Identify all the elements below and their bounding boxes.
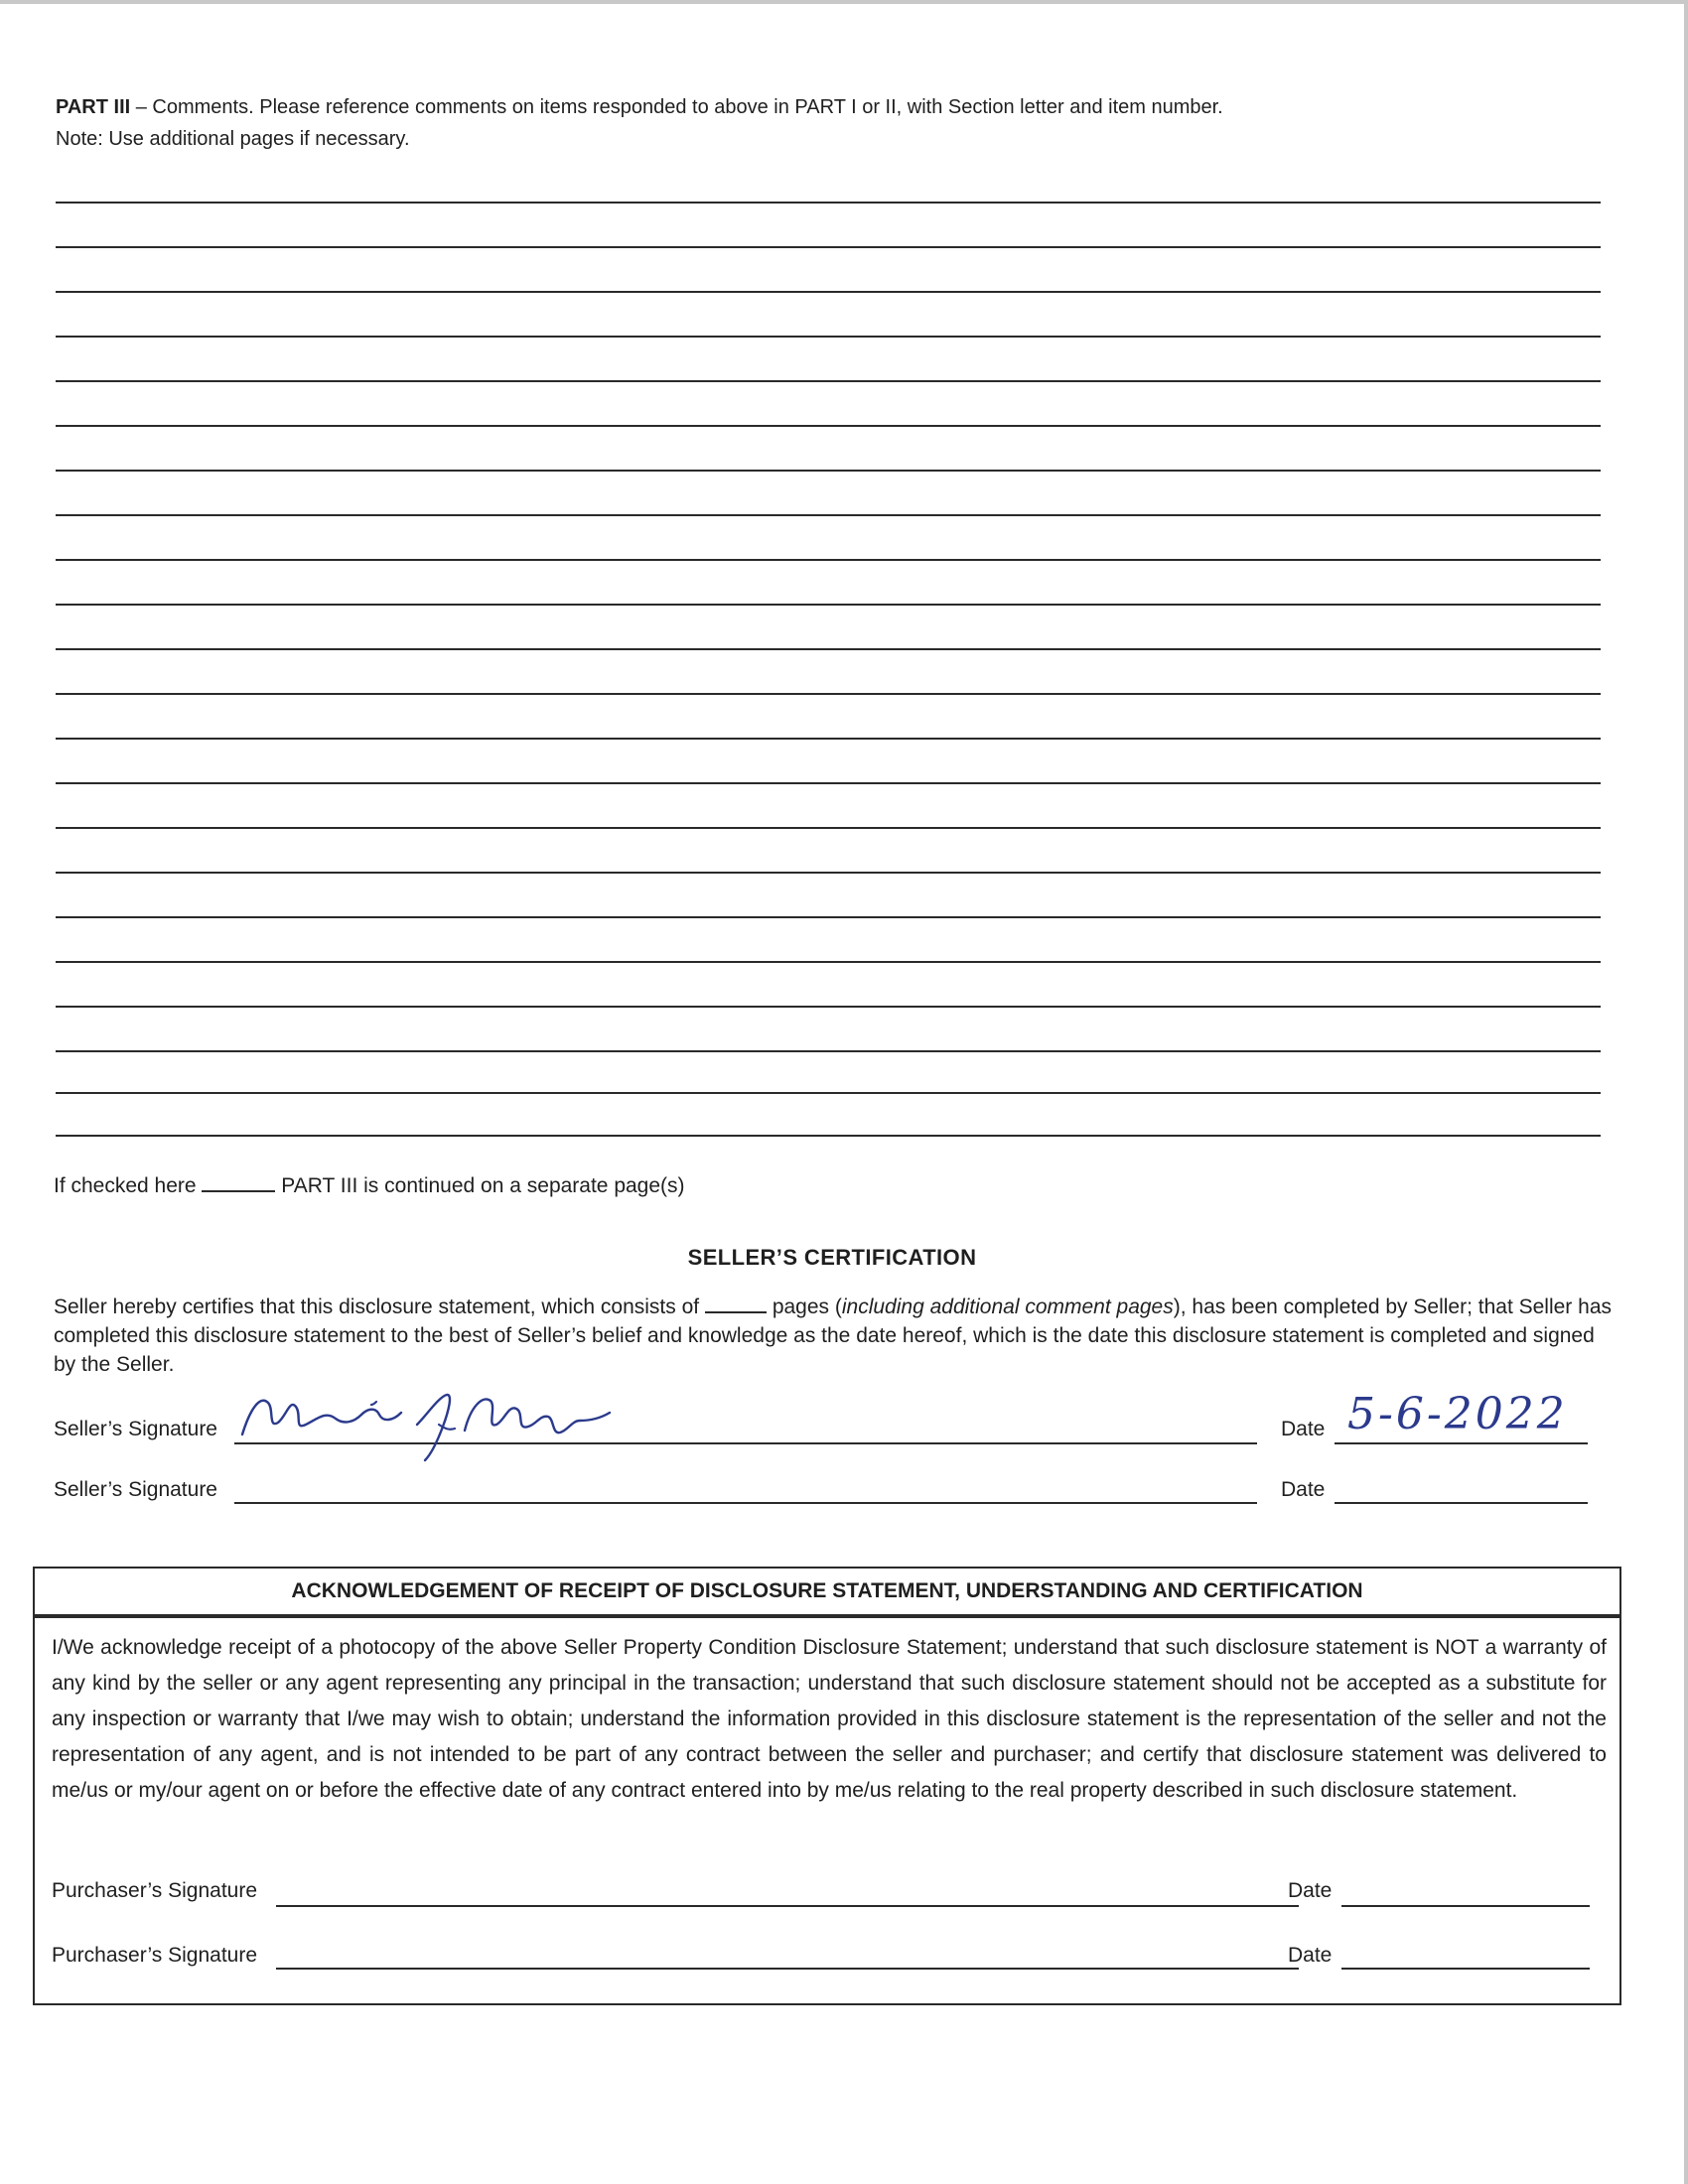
comment-line[interactable] — [56, 470, 1601, 472]
purchaser-signature-label-2: Purchaser’s Signature — [52, 1944, 258, 1967]
continued-prefix: If checked here — [54, 1174, 197, 1197]
cert-text-c: ), has been completed by Seller; that Seller has completed this disclosure statement to the best of Seller’s belief and knowledge as the date hereof, which is the date this disclosure statement is completed and signed by the Seller. — [54, 1296, 1612, 1376]
comment-line[interactable] — [56, 1135, 1601, 1137]
seller-date-line-1[interactable] — [1335, 1442, 1588, 1444]
scan-edge-right — [1684, 0, 1688, 2184]
part3-note: Note: Use additional pages if necessary. — [56, 128, 410, 150]
comment-line[interactable] — [56, 425, 1601, 427]
part3-label: PART III — [56, 96, 131, 118]
seller-certification-text — [54, 1293, 1615, 1379]
acknowledgement-title: ACKNOWLEDGEMENT OF RECEIPT OF DISCLOSURE STATEMENT, UNDERSTANDING AND CERTIFICATION — [35, 1569, 1619, 1618]
comment-line[interactable] — [56, 648, 1601, 650]
signed-date: 5-6-2022 — [1347, 1389, 1568, 1439]
continued-checkbox-row — [54, 1174, 685, 1198]
comment-line[interactable] — [56, 514, 1601, 516]
comment-line[interactable] — [56, 872, 1601, 874]
comment-line[interactable] — [56, 1092, 1601, 1094]
seller-signature-label-2: Seller’s Signature — [54, 1478, 217, 1501]
cert-text-italic: including additional comment pages — [841, 1296, 1174, 1318]
purchaser-signature-line-2[interactable] — [276, 1968, 1299, 1970]
part3-heading — [56, 91, 1605, 123]
comment-line[interactable] — [56, 246, 1601, 248]
purchaser-date-line-1[interactable] — [1341, 1905, 1590, 1907]
part3-header — [56, 91, 1605, 155]
acknowledgement-text: I/We acknowledge receipt of a photocopy of the above Seller Property Condition Disclosure Statement; understand that such disclosure statement is NOT a warranty of any kind by the seller or any agent representing any principal in the transaction; understand that such disclosure statement should not be accepted as a substitute for any inspection or warranty that I/we may wish to obtain; understand the information provided in this disclosure statement is the representation of the seller and not the representation of any agent, and is not intended to be part of any contract between the seller and purchaser; and certify that disclosure statement was delivered to me/us or my/our agent on or before the effective date of any contract entered into by me/us relating to the real property described in such disclosure statement. — [52, 1636, 1607, 1802]
continued-suffix: PART III is continued on a separate page(s) — [281, 1174, 685, 1197]
comment-line[interactable] — [56, 693, 1601, 695]
seller-signature-label-1: Seller’s Signature — [54, 1418, 217, 1440]
seller-signature-image — [236, 1385, 733, 1467]
seller-signature-line-2[interactable] — [234, 1502, 1257, 1504]
comment-line[interactable] — [56, 916, 1601, 918]
seller-date-label-1: Date — [1281, 1418, 1326, 1440]
purchaser-date-label-2: Date — [1288, 1944, 1333, 1967]
cert-text-b: pages ( — [772, 1296, 842, 1318]
purchaser-signature-label-1: Purchaser’s Signature — [52, 1879, 258, 1902]
comment-line[interactable] — [56, 604, 1601, 606]
comment-line[interactable] — [56, 961, 1601, 963]
comment-line[interactable] — [56, 336, 1601, 338]
comment-line[interactable] — [56, 1050, 1601, 1052]
part3-heading-text: – Comments. Please reference comments on items responded to above in PART I or II, with Section letter and item number. — [130, 96, 1223, 118]
purchaser-date-line-2[interactable] — [1341, 1968, 1590, 1970]
comment-line[interactable] — [56, 202, 1601, 204]
cert-text-a: Seller hereby certifies that this disclosure statement, which consists of — [54, 1296, 700, 1318]
comment-line[interactable] — [56, 559, 1601, 561]
purchaser-date-label-1: Date — [1288, 1879, 1333, 1902]
seller-date-line-2[interactable] — [1335, 1502, 1588, 1504]
acknowledgement-box — [33, 1567, 1621, 2005]
comment-line[interactable] — [56, 380, 1601, 382]
comment-line[interactable] — [56, 738, 1601, 740]
comment-line[interactable] — [56, 827, 1601, 829]
continued-check-blank[interactable] — [202, 1189, 275, 1192]
seller-date-label-2: Date — [1281, 1478, 1326, 1501]
comment-line[interactable] — [56, 291, 1601, 293]
purchaser-signature-line-1[interactable] — [276, 1905, 1299, 1907]
page-count-blank[interactable] — [705, 1310, 767, 1313]
comment-line[interactable] — [56, 1006, 1601, 1008]
seller-certification-title: SELLER’S CERTIFICATION — [687, 1245, 977, 1270]
comment-line[interactable] — [56, 782, 1601, 784]
scan-edge-top — [0, 0, 1688, 4]
